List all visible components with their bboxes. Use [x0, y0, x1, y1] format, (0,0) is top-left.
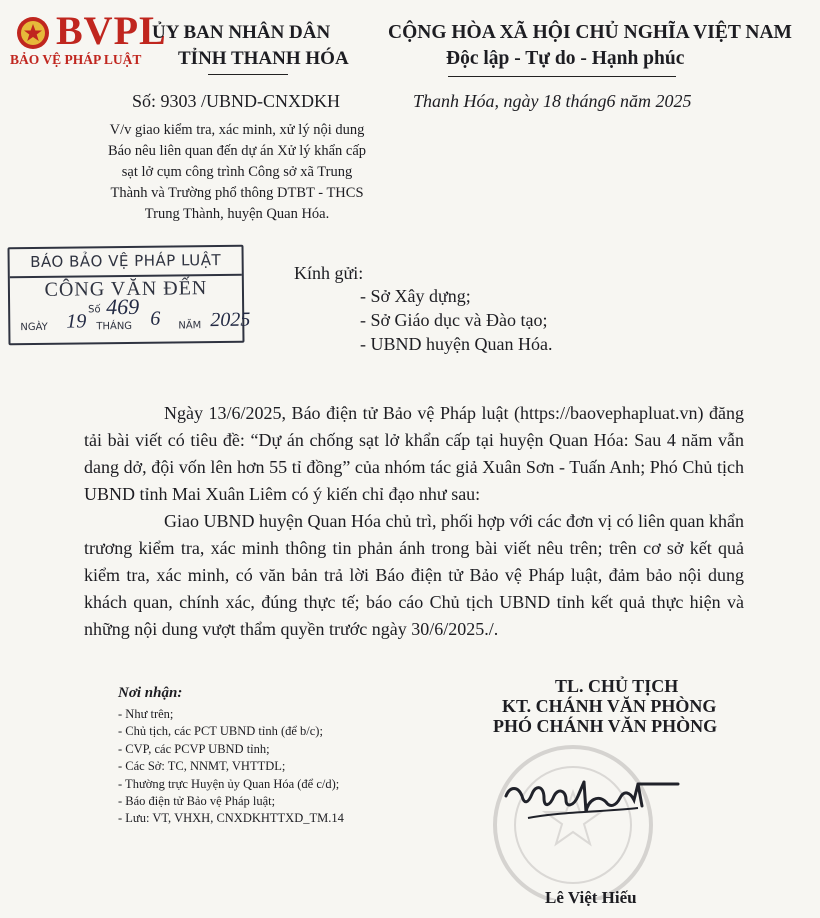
- national-motto: Độc lập - Tự do - Hạnh phúc: [446, 48, 685, 69]
- issuer-underline: [208, 74, 288, 75]
- stamp-number-label: Số: [88, 304, 101, 316]
- greeting: Kính gửi:: [294, 263, 364, 283]
- stamp-title: CÔNG VĂN ĐẾN: [44, 277, 208, 301]
- place-date: Thanh Hóa, ngày 18 tháng6 năm 2025: [413, 91, 692, 111]
- signature-title-2: KT. CHÁNH VĂN PHÒNG: [502, 696, 717, 716]
- distribution-list: [118, 706, 344, 828]
- handwritten-signature: [488, 760, 688, 840]
- recipient-item: - Sở Giáo dục và Đào tạo;: [360, 310, 548, 330]
- distribution-item: - Báo điện tử Bảo vệ Pháp luật;: [118, 794, 276, 809]
- logo: [8, 8, 167, 70]
- distribution-item: - Thường trực Huyện ủy Quan Hóa (để c/d);: [118, 776, 340, 791]
- stamp-number-value: 469: [105, 293, 140, 320]
- document-subject: V/v giao kiểm tra, xác minh, xử lý nội dung Báo nêu liên quan đến dự án Xử lý khẩn cấp sạt lở cụm công trình Công sở xã Trung Thành và Trường phổ thông DTBT - THCS Trung Thành, huyện Quan Hóa.: [107, 122, 367, 222]
- body-paragraph-1: Ngày 13/6/2025, Báo điện tử Bảo vệ Pháp luật (https://baovephapluat.vn) đăng tải bài viết có tiêu đề: “Dự án chống sạt lở khẩn cấp tại huyện Quan Hóa: Sau 4 năm vẫn dang dở, đội vốn lên hơn 55 tỉ đồng” của nhóm tác giả Xuân Sơn - Tuấn Anh; Phó Chủ tịch UBND tỉnh Mai Xuân Liêm có ý kiến chỉ đạo như sau:: [84, 403, 744, 504]
- stamp-month-label: THÁNG: [96, 320, 133, 333]
- motto-underline: [448, 76, 676, 77]
- stamp-year-value: 2025: [210, 308, 251, 332]
- incoming-stamp: [7, 245, 251, 345]
- signature-title-1: TL. CHỦ TỊCH: [555, 676, 679, 696]
- stamp-organization: BÁO BẢO VỆ PHÁP LUẬT: [10, 247, 242, 278]
- brand-name: BVPL: [56, 8, 167, 53]
- issuer-line-1: ỦY BAN NHÂN DÂN: [152, 22, 331, 43]
- signer-name: Lê Việt Hiếu: [545, 888, 637, 907]
- issuer-line-2: TỈNH THANH HÓA: [178, 48, 349, 69]
- stamp-day-label: NGÀY: [20, 321, 48, 334]
- recipient-item: - UBND huyện Quan Hóa.: [360, 334, 553, 354]
- brand-tagline: BẢO VỆ PHÁP LUẬT: [10, 52, 142, 67]
- stamp-month-value: 6: [150, 307, 161, 330]
- stamp-day-value: 19: [66, 310, 87, 333]
- signature-title-3: PHÓ CHÁNH VĂN PHÒNG: [493, 716, 718, 736]
- distribution-item: - Chủ tịch, các PCT UBND tỉnh (để b/c);: [118, 724, 323, 739]
- distribution-item: - Lưu: VT, VHXH, CNXDKHTTXD_TM.14: [118, 811, 344, 826]
- stamp-year-label: NĂM: [178, 320, 202, 332]
- body-paragraph-2: Giao UBND huyện Quan Hóa chủ trì, phối hợp với các đơn vị có liên quan khẩn trương kiểm tra, xác minh thông tin phản ánh trong bài viết nêu trên; trên cơ sở kết quả kiểm tra, xác minh, có văn bản trả lời Báo điện tử Bảo vệ Pháp luật, đảm bảo nội dung khách quan, chính xác, đúng thực tế; báo cáo Chủ tịch UBND tỉnh kết quả thực hiện và những nội dung vượt thẩm quyền trước ngày 30/6/2025./.: [84, 511, 744, 639]
- distribution-item: - CVP, các PCVP UBND tỉnh;: [118, 741, 270, 756]
- distribution-item: - Các Sở: TC, NNMT, VHTTDL;: [118, 759, 286, 774]
- recipient-item: - Sở Xây dựng;: [360, 286, 471, 306]
- emblem-icon: [16, 16, 50, 50]
- document-number: Số: 9303 /UBND-CNXDKH: [132, 91, 341, 111]
- national-title: CỘNG HÒA XÃ HỘI CHỦ NGHĨA VIỆT NAM: [388, 22, 792, 43]
- distribution-item: - Như trên;: [118, 707, 174, 721]
- distribution-title: Nơi nhận:: [118, 685, 183, 701]
